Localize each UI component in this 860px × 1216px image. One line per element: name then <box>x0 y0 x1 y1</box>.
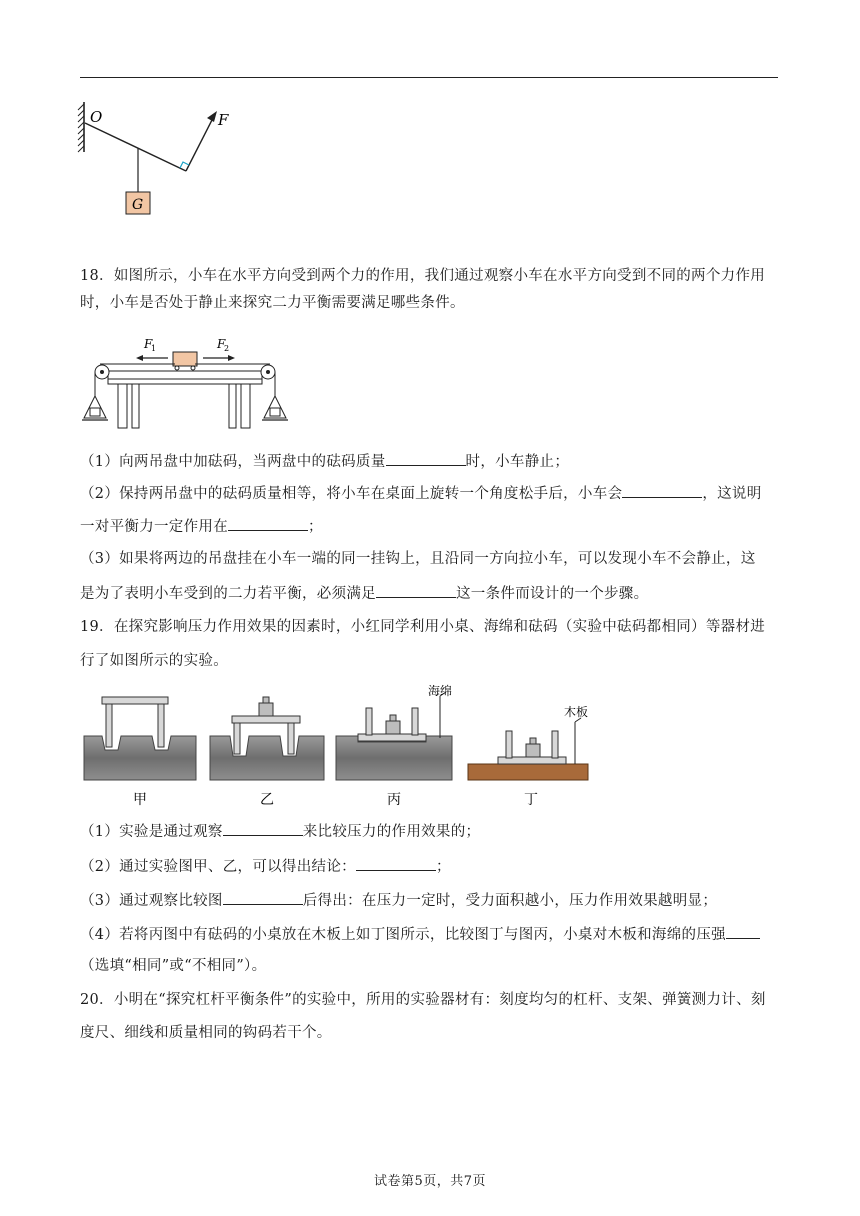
q19-p4-text-a: （4）若将丙图中有砝码的小桌放在木板上如丁图所示，比较图丁与图丙，小桌对木板和海绵的压强 <box>80 927 726 943</box>
q18-p2-text-b: ，这说明 <box>702 486 762 502</box>
q18-part3-line1: （3）如果将两边的吊盘挂在小车一端的同一挂钩上，且沿同一方向拉小车，可以发现小车不会静止，这 <box>80 551 756 567</box>
q19-stem-line2: 行了如图所示的实验。 <box>80 653 228 669</box>
q19-p3-text-a: （3）通过观察比较图 <box>80 893 223 909</box>
q18-part3-line2 <box>80 582 648 604</box>
pressure-experiment-figure <box>80 680 600 810</box>
q19-part4 <box>80 923 760 945</box>
lever-figure <box>76 96 246 220</box>
q19-p2-text-b: ； <box>435 859 451 875</box>
q19-p2-blank[interactable] <box>356 855 436 871</box>
q19-p1-text-b: 来比较压力的作用效果的； <box>302 824 481 840</box>
sponge-label: 海绵 <box>428 684 453 698</box>
q20-stem-line2: 度尺、细线和质量相同的钩码若干个。 <box>80 1025 332 1041</box>
label-g: G <box>132 197 144 213</box>
q19-part3 <box>80 889 717 911</box>
page-footer: 试卷第5页，共7页 <box>373 1174 487 1189</box>
caption-yi: 乙 <box>260 792 274 808</box>
q18-p2-blank-2[interactable] <box>228 515 308 531</box>
q18-part2-cont <box>80 515 323 537</box>
q18-stem <box>80 263 780 317</box>
f2-subscript: 2 <box>224 344 230 353</box>
q19-stem-line1: 19．在探究影响压力作用效果的因素时，小红同学利用小桌、海绵和砝码（实验中砝码都相同）等器材进 <box>80 619 766 635</box>
q18-p3-text-b: 这一条件而设计的一个步骤。 <box>456 586 649 602</box>
q19-p2-text-a: （2）通过实验图甲、乙，可以得出结论： <box>80 859 356 875</box>
q18-p1-text-a: （1）向两吊盘中加砝码，当两盘中的砝码质量 <box>80 454 386 470</box>
q18-stem-line2: 时，小车是否处于静止来探究二力平衡需要满足哪些条件。 <box>80 295 465 311</box>
q18-p2-text-d: ； <box>308 519 323 535</box>
board-label: 木板 <box>564 705 589 719</box>
header-rule <box>80 77 778 78</box>
q19-p3-blank[interactable] <box>223 889 303 905</box>
q19-p4-blank[interactable] <box>726 923 760 939</box>
q18-p2-text-c: 一对平衡力一定作用在 <box>80 519 228 535</box>
caption-jia: 甲 <box>133 792 147 808</box>
label-o: O <box>90 108 103 126</box>
caption-ding: 丁 <box>524 792 538 808</box>
q19-part2 <box>80 855 451 877</box>
q19-p1-blank[interactable] <box>223 820 303 836</box>
q18-p1-blank[interactable] <box>386 450 466 466</box>
q18-p2-blank-1[interactable] <box>622 482 702 498</box>
q18-p3-blank[interactable] <box>376 582 456 598</box>
cart-balance-figure <box>80 334 290 434</box>
caption-bing: 丙 <box>387 792 401 808</box>
f1-label: F <box>144 337 153 351</box>
f2-label: F <box>217 337 226 351</box>
q19-p1-text-a: （1）实验是通过观察 <box>80 824 223 840</box>
label-f: F <box>218 111 229 129</box>
q18-part1 <box>80 450 569 472</box>
q19-part1 <box>80 820 480 842</box>
q19-part4-cont: （选填“相同”或“不相同”）。 <box>80 958 267 974</box>
f1-subscript: 1 <box>151 344 157 353</box>
q19-p3-text-b: 后得出：在压力一定时，受力面积越小，压力作用效果越明显； <box>302 893 718 909</box>
q18-part2 <box>80 482 762 504</box>
q18-p1-text-b: 时，小车静止； <box>465 454 570 470</box>
q20-stem-line1: 20．小明在“探究杠杆平衡条件”的实验中，所用的实验器材有：刻度均匀的杠杆、支架、弹簧测力计、刻 <box>80 992 766 1008</box>
q18-stem-line1: 18．如图所示，小车在水平方向受到两个力的作用，我们通过观察小车在水平方向受到不同的两个力作用 <box>80 268 766 284</box>
q18-p3-text-a: 是为了表明小车受到的二力若平衡，必须满足 <box>80 586 376 602</box>
q18-p2-text-a: （2）保持两吊盘中的砝码质量相等，将小车在桌面上旋转一个角度松手后，小车会 <box>80 486 623 502</box>
